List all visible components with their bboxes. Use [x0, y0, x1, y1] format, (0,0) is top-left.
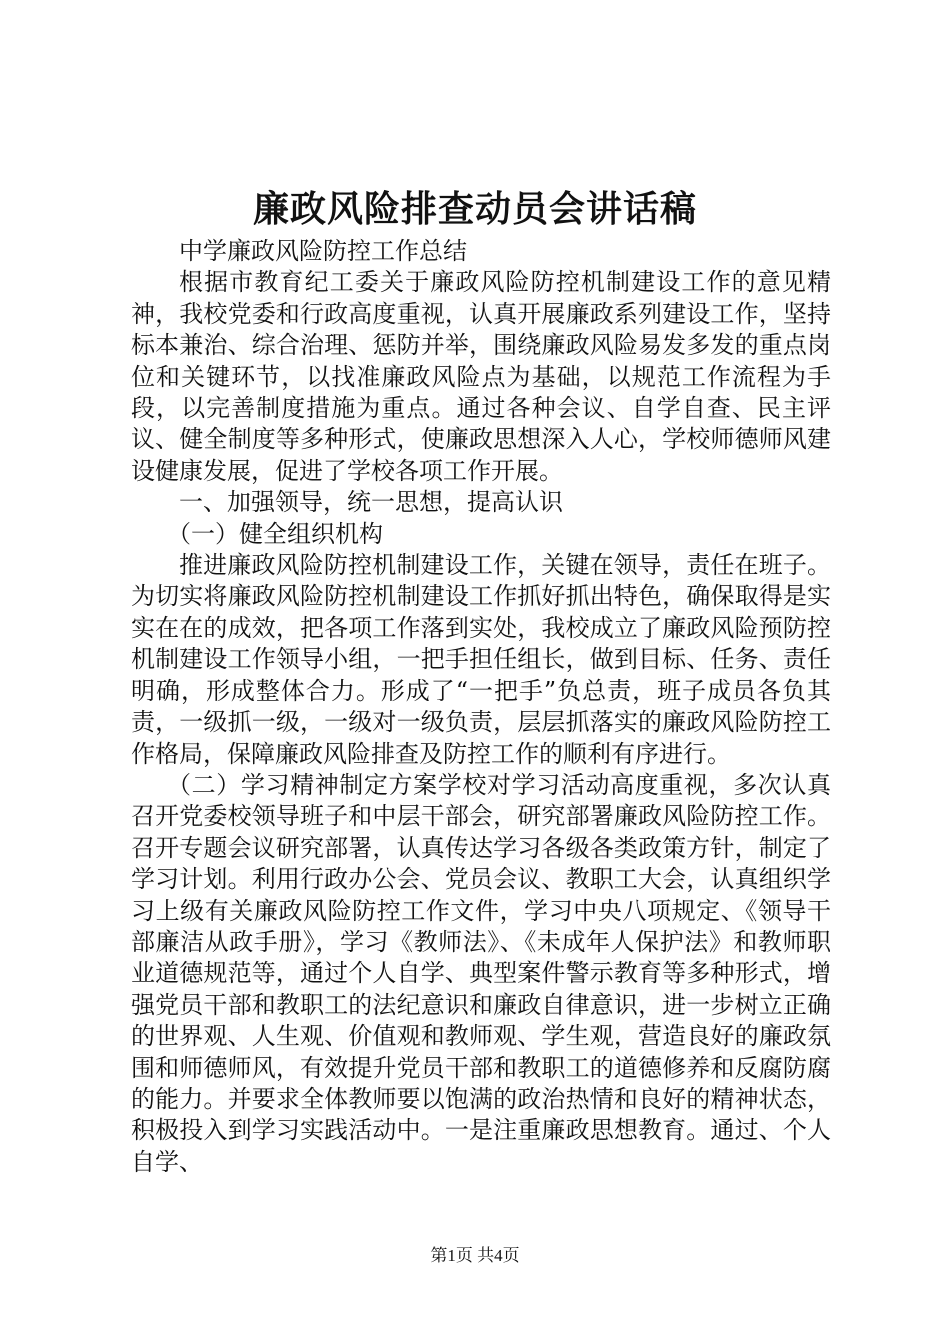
subtitle-paragraph: 中学廉政风险防控工作总结 [179, 237, 467, 265]
page-footer: 第1页 共4页 [430, 1246, 520, 1265]
document-body [131, 236, 831, 1178]
section-heading-1: 一、加强领导，统一思想，提高认识 [179, 488, 563, 517]
body-paragraph-study: （二）学习精神制定方案学校对学习活动高度重视，多次认真召开党委校领导班子和中层干部会，研究部署廉政风险防控工作。召开专题会议研究部署，认真传达学习各级各类政策方针，制定了学习计划。利用行政办公会、党员会议、教职工大会，认真组织学习上级有关廉政风险防控工作文件，学习中央八项规定、《领导干部廉洁从政手册》，学习《教师法》、《未成年人保护法》和教师职业道德规范等，通过个人自学、典型案件警示教育等多种形式，增强党员干部和教职工的法纪意识和廉政自律意识，进一步树立正确的世界观、人生观、价值观和教师观、学生观，营造良好的廉政氛围和师德师风，有效提升党员干部和教职工的道德修养和反腐防腐的能力。并要求全体教师要以饱满的政治热情和良好的精神状态，积极投入到学习实践活动中。一是注重廉政思想教育。通过、个人自学、 [131, 770, 831, 1176]
body-paragraph-organization: 推进廉政风险防控机制建设工作，关键在领导，责任在班子。为切实将廉政风险防控机制建设工作抓好抓出特色，确保取得是实实在在的成效，把各项工作落到实处，我校成立了廉政风险预防控机制建设工作领导小组，一把手担任组长，做到目标、任务、责任明确，形成整体合力。形成了“一把手”负总责，班子成员各负其责，一级抓一级，一级对一级负责，层层抓落实的廉政风险防控工作格局，保障廉政风险排查及防控工作的顺利有序进行。 [131, 551, 831, 768]
subsection-heading-1: （一）健全组织机构 [167, 519, 383, 548]
intro-paragraph: 根据市教育纪工委关于廉政风险防控机制建设工作的意见精神，我校党委和行政高度重视，认真开展廉政系列建设工作，坚持标本兼治、综合治理、惩防并举，围绕廉政风险易发多发的重点岗位和关键环节，以找准廉政风险点为基础，以规范工作流程为手段，以完善制度措施为重点。通过各种会议、自学自查、民主评议、健全制度等多种形式，使廉政思想深入人心，学校师德师风建设健康发展，促进了学校各项工作开展。 [131, 268, 831, 485]
document-title: 廉政风险排查动员会讲话稿 [252, 188, 697, 230]
